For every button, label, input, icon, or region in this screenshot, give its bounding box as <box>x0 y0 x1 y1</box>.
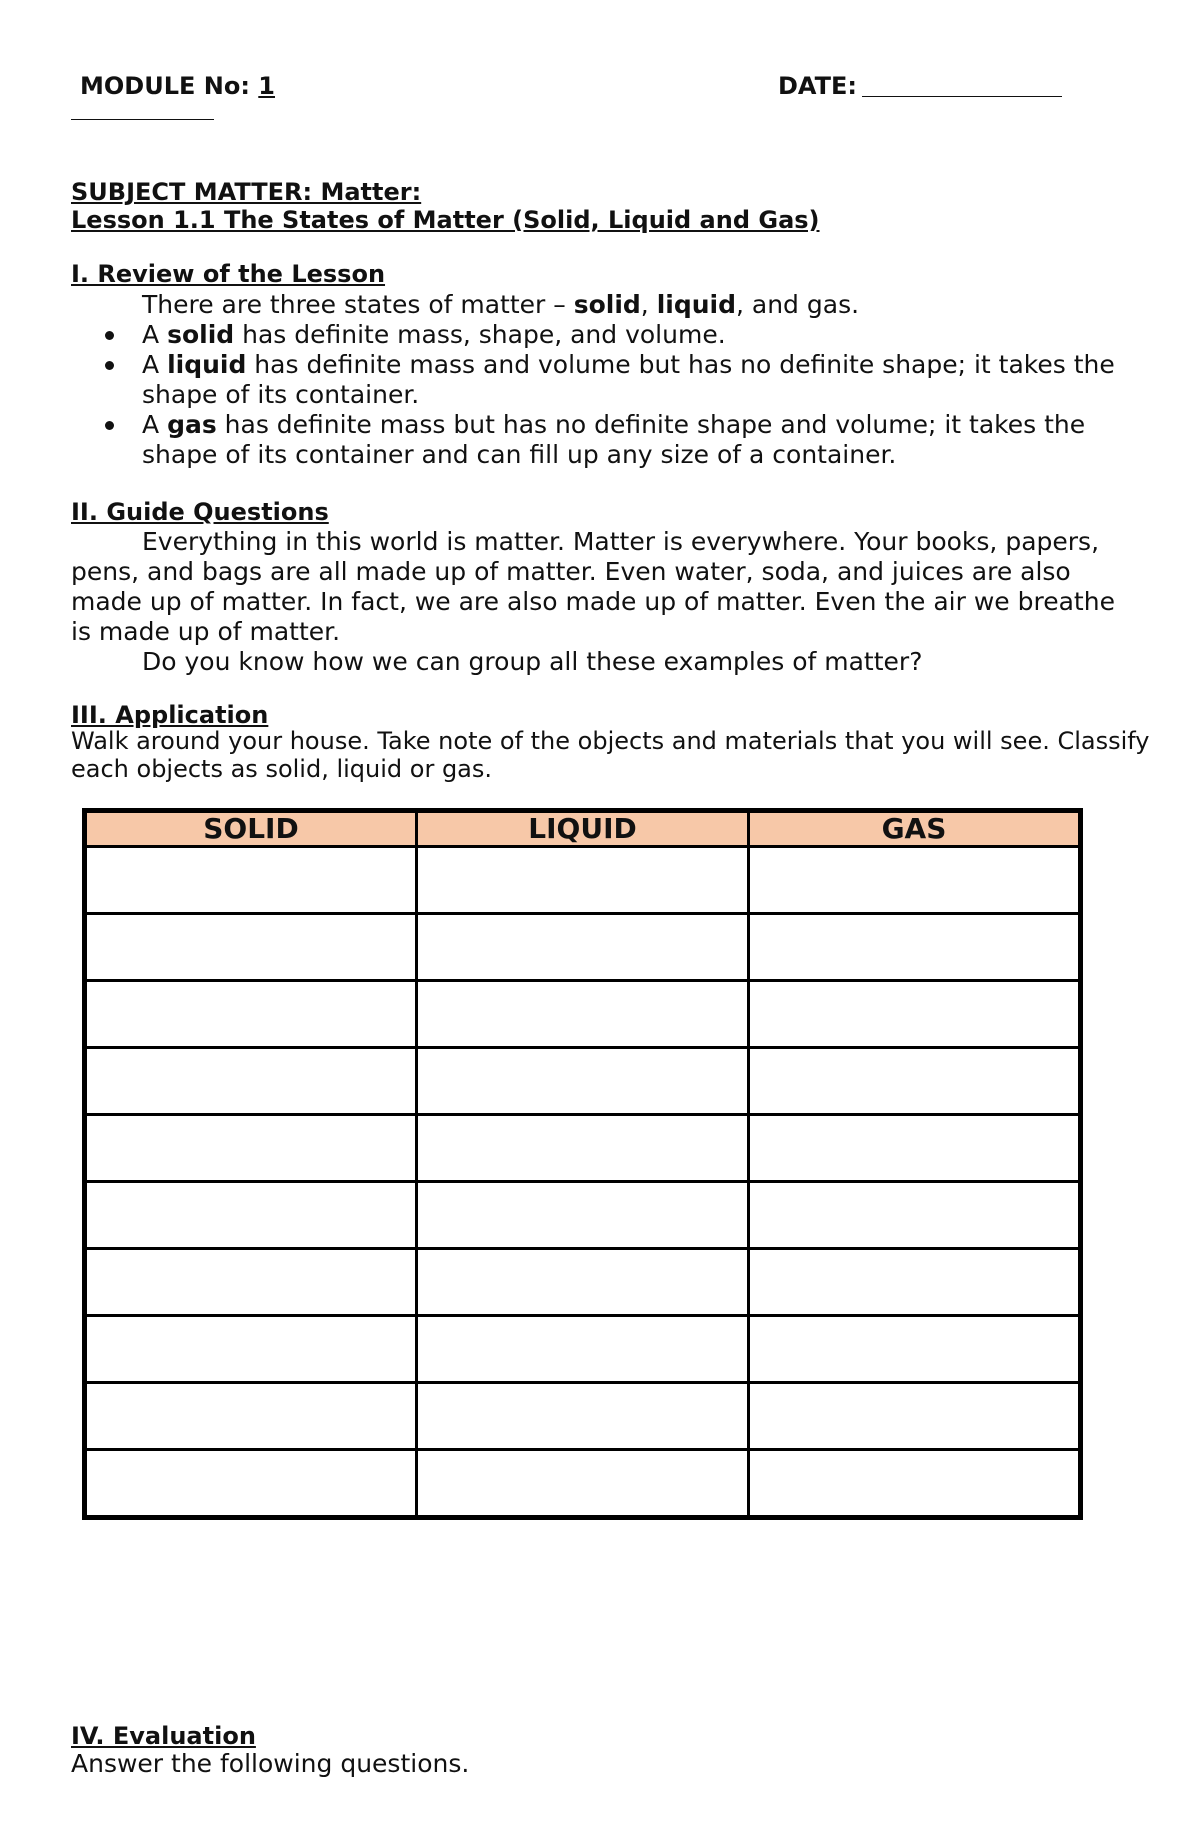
answer-cell-gas[interactable] <box>749 981 1081 1048</box>
review-intro-solid: solid <box>573 290 641 319</box>
bullet-dot-icon <box>105 331 114 340</box>
answer-cell-liquid[interactable] <box>417 1048 749 1115</box>
answer-cell-liquid[interactable] <box>417 1182 749 1249</box>
answer-cell-gas[interactable] <box>749 1249 1081 1316</box>
header-gas: GAS <box>749 811 1081 847</box>
review-title: I. Review of the Lesson <box>71 260 386 288</box>
answer-cell-solid[interactable] <box>85 1316 417 1383</box>
bullet-term: liquid <box>167 350 247 379</box>
bullet-pre: A <box>142 350 168 379</box>
review-intro-sep: , <box>640 290 657 319</box>
review-bullet-solid <box>71 320 1131 350</box>
guide-paragraph-2: Do you know how we can group all these examples of matter? <box>142 647 923 676</box>
date-label: DATE: <box>778 72 857 100</box>
answer-cell-liquid[interactable] <box>417 981 749 1048</box>
answer-cell-liquid[interactable] <box>417 1450 749 1518</box>
answer-cell-gas[interactable] <box>749 1115 1081 1182</box>
guide-title: II. Guide Questions <box>71 498 329 526</box>
classification-table <box>82 808 1083 1520</box>
table-row <box>85 1450 1081 1518</box>
review-intro-prefix: There are three states of matter – <box>142 290 574 319</box>
review-intro-suffix: , and gas. <box>736 290 860 319</box>
answer-cell-solid[interactable] <box>85 1048 417 1115</box>
bullet-term: gas <box>167 410 217 439</box>
date-blank-continuation <box>71 119 214 120</box>
answer-cell-solid[interactable] <box>85 1249 417 1316</box>
answer-cell-liquid[interactable] <box>417 914 749 981</box>
bullet-term: solid <box>167 320 235 349</box>
bullet-dot-icon <box>105 421 114 430</box>
answer-cell-liquid[interactable] <box>417 1249 749 1316</box>
answer-cell-solid[interactable] <box>85 1182 417 1249</box>
answer-cell-solid[interactable] <box>85 847 417 914</box>
table-row <box>85 1182 1081 1249</box>
table-header-row <box>85 811 1081 847</box>
bullet-dot-icon <box>105 361 114 370</box>
table-row <box>85 1115 1081 1182</box>
table-row <box>85 1249 1081 1316</box>
table-row <box>85 1048 1081 1115</box>
table-row <box>85 914 1081 981</box>
answer-cell-liquid[interactable] <box>417 1383 749 1450</box>
guide-paragraph-1: Everything in this world is matter. Matter is everywhere. Your books, papers, pens, and bags are all made up of matter. Even water, soda, and juices are also made up of matter. In fact, we are also made up of matter. Even the air we breathe is made up of matter. <box>71 527 1115 646</box>
answer-cell-solid[interactable] <box>85 914 417 981</box>
evaluation-title: IV. Evaluation <box>71 1722 256 1750</box>
evaluation-instructions: Answer the following questions. <box>71 1749 470 1778</box>
module-header <box>80 72 275 100</box>
answer-cell-gas[interactable] <box>749 1450 1081 1518</box>
review-intro <box>142 290 859 320</box>
review-bullet-gas <box>71 410 1131 470</box>
review-intro-liquid: liquid <box>656 290 736 319</box>
answer-cell-gas[interactable] <box>749 1383 1081 1450</box>
answer-cell-liquid[interactable] <box>417 1316 749 1383</box>
header-solid: SOLID <box>85 811 417 847</box>
review-bullet-liquid <box>71 350 1131 410</box>
subject-matter: SUBJECT MATTER: Matter: <box>71 178 422 206</box>
module-label: MODULE No: <box>80 72 250 100</box>
application-title: III. Application <box>71 701 269 729</box>
table-row <box>85 847 1081 914</box>
answer-cell-gas[interactable] <box>749 1182 1081 1249</box>
table-row <box>85 981 1081 1048</box>
answer-cell-gas[interactable] <box>749 1048 1081 1115</box>
answer-cell-liquid[interactable] <box>417 847 749 914</box>
answer-cell-liquid[interactable] <box>417 1115 749 1182</box>
answer-cell-solid[interactable] <box>85 981 417 1048</box>
lesson-title: Lesson 1.1 The States of Matter (Solid, Liquid and Gas) <box>71 206 820 234</box>
answer-cell-gas[interactable] <box>749 1316 1081 1383</box>
answer-cell-solid[interactable] <box>85 1383 417 1450</box>
bullet-post: has definite mass, shape, and volume. <box>234 320 726 349</box>
application-instructions: Walk around your house. Take note of the objects and materials that you will see. Classify each objects as solid, liquid or gas. <box>71 727 1150 783</box>
bullet-pre: A <box>142 410 168 439</box>
review-bullet-list <box>71 320 1131 470</box>
answer-cell-gas[interactable] <box>749 914 1081 981</box>
table-row <box>85 1383 1081 1450</box>
bullet-pre: A <box>142 320 168 349</box>
table-body <box>85 847 1081 1518</box>
bullet-post: has definite mass and volume but has no definite shape; it takes the shape of its container. <box>142 350 1115 409</box>
header-liquid: LIQUID <box>417 811 749 847</box>
answer-cell-gas[interactable] <box>749 847 1081 914</box>
date-blank-line[interactable] <box>862 96 1062 97</box>
bullet-post: has definite mass but has no definite shape and volume; it takes the shape of its container and can fill up any size of a container. <box>142 410 1086 469</box>
table-row <box>85 1316 1081 1383</box>
module-number: 1 <box>258 72 275 100</box>
answer-cell-solid[interactable] <box>85 1450 417 1518</box>
answer-cell-solid[interactable] <box>85 1115 417 1182</box>
